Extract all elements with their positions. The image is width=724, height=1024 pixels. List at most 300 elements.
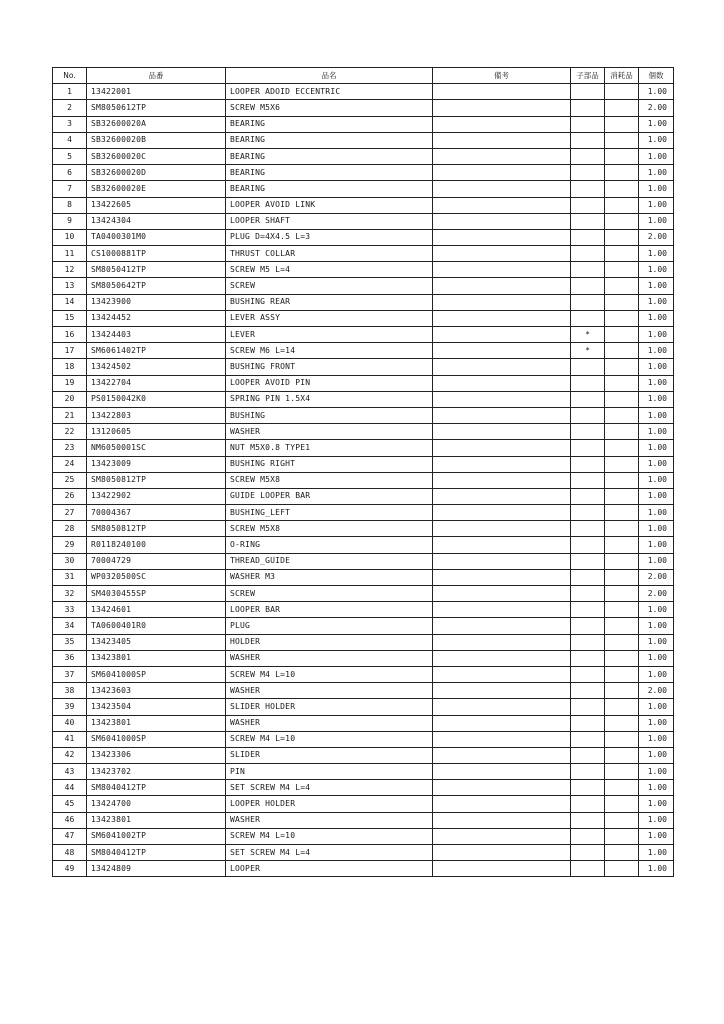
quantity-cell: 2.00 (639, 229, 674, 245)
sub-part-cell: * (571, 327, 605, 343)
part-name-cell: LOOPER SHAFT (226, 213, 433, 229)
row-number: 21 (53, 407, 87, 423)
sub-part-cell (571, 148, 605, 164)
part-name-cell: BEARING (226, 181, 433, 197)
quantity-cell: 2.00 (639, 100, 674, 116)
row-number: 31 (53, 569, 87, 585)
remarks-cell (433, 407, 571, 423)
row-number: 22 (53, 424, 87, 440)
quantity-cell: 1.00 (639, 424, 674, 440)
sub-part-cell (571, 424, 605, 440)
part-number-cell: 13423603 (87, 683, 226, 699)
table-row (53, 100, 674, 116)
sub-part-cell (571, 650, 605, 666)
part-name-cell: SLIDER HOLDER (226, 699, 433, 715)
table-row (53, 132, 674, 148)
remarks-cell (433, 424, 571, 440)
consumable-cell (605, 116, 639, 132)
table-row (53, 747, 674, 763)
quantity-cell: 1.00 (639, 488, 674, 504)
row-number: 42 (53, 747, 87, 763)
quantity-cell: 1.00 (639, 537, 674, 553)
table-row (53, 424, 674, 440)
consumable-cell (605, 456, 639, 472)
remarks-cell (433, 262, 571, 278)
part-number-cell: 13424502 (87, 359, 226, 375)
consumable-cell (605, 343, 639, 359)
sub-part-cell (571, 84, 605, 100)
sub-part-cell (571, 262, 605, 278)
remarks-cell (433, 456, 571, 472)
row-number: 27 (53, 505, 87, 521)
table-row (53, 828, 674, 844)
consumable-cell (605, 424, 639, 440)
part-number-cell: 13424809 (87, 861, 226, 877)
sub-part-cell (571, 181, 605, 197)
sub-part-cell (571, 391, 605, 407)
part-name-cell: LOOPER (226, 861, 433, 877)
row-number: 45 (53, 796, 87, 812)
quantity-cell: 1.00 (639, 440, 674, 456)
table-row (53, 505, 674, 521)
table-row (53, 618, 674, 634)
table-row (53, 294, 674, 310)
part-number-cell: SM6061402TP (87, 343, 226, 359)
parts-list-table (52, 67, 674, 877)
part-name-cell: THRUST COLLAR (226, 246, 433, 262)
quantity-cell: 1.00 (639, 780, 674, 796)
remarks-cell (433, 699, 571, 715)
part-number-cell: 13424700 (87, 796, 226, 812)
part-name-cell: LOOPER HOLDER (226, 796, 433, 812)
consumable-cell (605, 181, 639, 197)
remarks-cell (433, 229, 571, 245)
remarks-cell (433, 148, 571, 164)
part-number-cell: 13423405 (87, 634, 226, 650)
table-row (53, 181, 674, 197)
part-number-cell: SB32600020B (87, 132, 226, 148)
quantity-cell: 1.00 (639, 148, 674, 164)
table-row (53, 456, 674, 472)
part-name-cell: WASHER M3 (226, 569, 433, 585)
header-consumable: 消耗品 (605, 68, 639, 84)
quantity-cell: 1.00 (639, 294, 674, 310)
part-number-cell: 13424601 (87, 602, 226, 618)
consumable-cell (605, 84, 639, 100)
header-remarks: 備考 (433, 68, 571, 84)
remarks-cell (433, 375, 571, 391)
sub-part-cell (571, 197, 605, 213)
table-row (53, 116, 674, 132)
consumable-cell (605, 100, 639, 116)
table-header-row (53, 68, 674, 84)
quantity-cell: 1.00 (639, 505, 674, 521)
quantity-cell: 1.00 (639, 278, 674, 294)
sub-part-cell (571, 100, 605, 116)
consumable-cell (605, 407, 639, 423)
part-number-cell: 13422001 (87, 84, 226, 100)
sub-part-cell (571, 747, 605, 763)
row-number: 10 (53, 229, 87, 245)
sub-part-cell (571, 699, 605, 715)
part-number-cell: 13422704 (87, 375, 226, 391)
sub-part-cell (571, 586, 605, 602)
part-number-cell: SM6041002TP (87, 828, 226, 844)
sub-part-cell (571, 132, 605, 148)
table-row (53, 488, 674, 504)
part-name-cell: WASHER (226, 424, 433, 440)
part-number-cell: 70004729 (87, 553, 226, 569)
remarks-cell (433, 440, 571, 456)
part-name-cell: O-RING (226, 537, 433, 553)
consumable-cell (605, 731, 639, 747)
table-row (53, 262, 674, 278)
part-name-cell: BUSHING REAR (226, 294, 433, 310)
quantity-cell: 2.00 (639, 569, 674, 585)
table-row (53, 537, 674, 553)
part-name-cell: SCREW M5X6 (226, 100, 433, 116)
table-row (53, 148, 674, 164)
remarks-cell (433, 521, 571, 537)
remarks-cell (433, 586, 571, 602)
table-row (53, 327, 674, 343)
sub-part-cell (571, 812, 605, 828)
part-number-cell: 13120605 (87, 424, 226, 440)
consumable-cell (605, 715, 639, 731)
part-number-cell: WP0320500SC (87, 569, 226, 585)
row-number: 13 (53, 278, 87, 294)
sub-part-cell (571, 246, 605, 262)
part-number-cell: SB32600020C (87, 148, 226, 164)
consumable-cell (605, 375, 639, 391)
quantity-cell: 1.00 (639, 132, 674, 148)
consumable-cell (605, 780, 639, 796)
row-number: 9 (53, 213, 87, 229)
part-number-cell: TA0400301M0 (87, 229, 226, 245)
part-number-cell: R0118240100 (87, 537, 226, 553)
row-number: 41 (53, 731, 87, 747)
part-number-cell: 13422605 (87, 197, 226, 213)
part-name-cell: BEARING (226, 165, 433, 181)
consumable-cell (605, 294, 639, 310)
sub-part-cell (571, 828, 605, 844)
consumable-cell (605, 229, 639, 245)
consumable-cell (605, 602, 639, 618)
table-row (53, 343, 674, 359)
row-number: 26 (53, 488, 87, 504)
quantity-cell: 1.00 (639, 861, 674, 877)
sub-part-cell (571, 666, 605, 682)
part-name-cell: SCREW M6 L=14 (226, 343, 433, 359)
row-number: 11 (53, 246, 87, 262)
table-row (53, 569, 674, 585)
consumable-cell (605, 391, 639, 407)
header-name: 品名 (226, 68, 433, 84)
remarks-cell (433, 132, 571, 148)
table-row (53, 812, 674, 828)
quantity-cell: 1.00 (639, 262, 674, 278)
sub-part-cell (571, 359, 605, 375)
part-number-cell: SM4030455SP (87, 586, 226, 602)
consumable-cell (605, 521, 639, 537)
row-number: 34 (53, 618, 87, 634)
table-row (53, 764, 674, 780)
row-number: 40 (53, 715, 87, 731)
sub-part-cell (571, 764, 605, 780)
quantity-cell: 1.00 (639, 521, 674, 537)
table-row (53, 602, 674, 618)
consumable-cell (605, 359, 639, 375)
table-row (53, 213, 674, 229)
table-row (53, 666, 674, 682)
consumable-cell (605, 634, 639, 650)
part-number-cell: 13424452 (87, 310, 226, 326)
part-name-cell: SCREW (226, 586, 433, 602)
consumable-cell (605, 650, 639, 666)
consumable-cell (605, 747, 639, 763)
part-number-cell: SB32600020D (87, 165, 226, 181)
consumable-cell (605, 278, 639, 294)
table-row (53, 780, 674, 796)
consumable-cell (605, 488, 639, 504)
table-row (53, 359, 674, 375)
consumable-cell (605, 246, 639, 262)
quantity-cell: 1.00 (639, 666, 674, 682)
remarks-cell (433, 553, 571, 569)
row-number: 16 (53, 327, 87, 343)
quantity-cell: 1.00 (639, 634, 674, 650)
part-number-cell: 13424304 (87, 213, 226, 229)
header-qty: 個数 (639, 68, 674, 84)
remarks-cell (433, 391, 571, 407)
row-number: 8 (53, 197, 87, 213)
quantity-cell: 1.00 (639, 618, 674, 634)
row-number: 24 (53, 456, 87, 472)
consumable-cell (605, 165, 639, 181)
table-row (53, 440, 674, 456)
part-number-cell: 13422803 (87, 407, 226, 423)
sub-part-cell (571, 310, 605, 326)
part-name-cell: PLUG (226, 618, 433, 634)
row-number: 32 (53, 586, 87, 602)
table-row (53, 310, 674, 326)
row-number: 17 (53, 343, 87, 359)
sub-part-cell (571, 278, 605, 294)
part-number-cell: SM8050812TP (87, 521, 226, 537)
row-number: 48 (53, 845, 87, 861)
quantity-cell: 1.00 (639, 246, 674, 262)
row-number: 23 (53, 440, 87, 456)
remarks-cell (433, 747, 571, 763)
quantity-cell: 1.00 (639, 359, 674, 375)
part-number-cell: TA0600401R0 (87, 618, 226, 634)
part-number-cell: 13423306 (87, 747, 226, 763)
part-name-cell: BEARING (226, 116, 433, 132)
part-number-cell: SM8050612TP (87, 100, 226, 116)
part-name-cell: WASHER (226, 683, 433, 699)
remarks-cell (433, 845, 571, 861)
part-number-cell: SB32600020E (87, 181, 226, 197)
row-number: 44 (53, 780, 87, 796)
quantity-cell: 1.00 (639, 310, 674, 326)
part-name-cell: LEVER ASSY (226, 310, 433, 326)
part-name-cell: SLIDER (226, 747, 433, 763)
part-name-cell: LOOPER AVOID LINK (226, 197, 433, 213)
remarks-cell (433, 683, 571, 699)
remarks-cell (433, 764, 571, 780)
remarks-cell (433, 650, 571, 666)
part-name-cell: SCREW M5X8 (226, 521, 433, 537)
remarks-cell (433, 796, 571, 812)
consumable-cell (605, 197, 639, 213)
part-name-cell: NUT M5X0.8 TYPE1 (226, 440, 433, 456)
header-no: No. (53, 68, 87, 84)
part-name-cell: PIN (226, 764, 433, 780)
row-number: 47 (53, 828, 87, 844)
table-row (53, 84, 674, 100)
part-name-cell: BUSHING (226, 407, 433, 423)
consumable-cell (605, 683, 639, 699)
table-row (53, 553, 674, 569)
remarks-cell (433, 197, 571, 213)
quantity-cell: 1.00 (639, 796, 674, 812)
quantity-cell: 1.00 (639, 327, 674, 343)
table-row (53, 472, 674, 488)
part-number-cell: SM8050412TP (87, 262, 226, 278)
quantity-cell: 1.00 (639, 472, 674, 488)
row-number: 14 (53, 294, 87, 310)
remarks-cell (433, 731, 571, 747)
consumable-cell (605, 699, 639, 715)
table-row (53, 715, 674, 731)
quantity-cell: 1.00 (639, 715, 674, 731)
part-name-cell: HOLDER (226, 634, 433, 650)
remarks-cell (433, 537, 571, 553)
sub-part-cell (571, 618, 605, 634)
row-number: 15 (53, 310, 87, 326)
part-number-cell: SM6041000SP (87, 731, 226, 747)
row-number: 28 (53, 521, 87, 537)
remarks-cell (433, 780, 571, 796)
sub-part-cell (571, 440, 605, 456)
remarks-cell (433, 181, 571, 197)
sub-part-cell (571, 683, 605, 699)
sub-part-cell (571, 634, 605, 650)
table-row (53, 407, 674, 423)
remarks-cell (433, 100, 571, 116)
consumable-cell (605, 553, 639, 569)
sub-part-cell (571, 715, 605, 731)
remarks-cell (433, 246, 571, 262)
sub-part-cell (571, 553, 605, 569)
part-number-cell: 70004367 (87, 505, 226, 521)
consumable-cell (605, 472, 639, 488)
sub-part-cell (571, 569, 605, 585)
table-row (53, 845, 674, 861)
remarks-cell (433, 634, 571, 650)
sub-part-cell (571, 407, 605, 423)
part-number-cell: 13423009 (87, 456, 226, 472)
remarks-cell (433, 213, 571, 229)
part-name-cell: SPRING PIN 1.5X4 (226, 391, 433, 407)
part-name-cell: LOOPER AVOID PIN (226, 375, 433, 391)
table-row (53, 391, 674, 407)
consumable-cell (605, 132, 639, 148)
part-name-cell: THREAD_GUIDE (226, 553, 433, 569)
header-sub-part: 子部品 (571, 68, 605, 84)
remarks-cell (433, 294, 571, 310)
remarks-cell (433, 715, 571, 731)
table-row (53, 796, 674, 812)
table-row (53, 246, 674, 262)
table-row (53, 521, 674, 537)
consumable-cell (605, 812, 639, 828)
quantity-cell: 1.00 (639, 197, 674, 213)
table-row (53, 634, 674, 650)
row-number: 19 (53, 375, 87, 391)
sub-part-cell (571, 294, 605, 310)
quantity-cell: 1.00 (639, 391, 674, 407)
row-number: 39 (53, 699, 87, 715)
sub-part-cell (571, 505, 605, 521)
part-name-cell: LOOPER ADOID ECCENTRIC (226, 84, 433, 100)
quantity-cell: 1.00 (639, 407, 674, 423)
sub-part-cell: * (571, 343, 605, 359)
consumable-cell (605, 828, 639, 844)
row-number: 6 (53, 165, 87, 181)
quantity-cell: 1.00 (639, 165, 674, 181)
remarks-cell (433, 666, 571, 682)
remarks-cell (433, 505, 571, 521)
part-number-cell: 13423900 (87, 294, 226, 310)
quantity-cell: 1.00 (639, 764, 674, 780)
sub-part-cell (571, 116, 605, 132)
row-number: 25 (53, 472, 87, 488)
part-name-cell: WASHER (226, 650, 433, 666)
sub-part-cell (571, 861, 605, 877)
part-number-cell: SB32600020A (87, 116, 226, 132)
part-number-cell: 13424403 (87, 327, 226, 343)
part-name-cell: SCREW M5X8 (226, 472, 433, 488)
quantity-cell: 1.00 (639, 343, 674, 359)
remarks-cell (433, 602, 571, 618)
sub-part-cell (571, 537, 605, 553)
row-number: 33 (53, 602, 87, 618)
remarks-cell (433, 278, 571, 294)
quantity-cell: 1.00 (639, 828, 674, 844)
remarks-cell (433, 310, 571, 326)
sub-part-cell (571, 521, 605, 537)
part-number-cell: 13423504 (87, 699, 226, 715)
quantity-cell: 1.00 (639, 699, 674, 715)
part-number-cell: SM6041000SP (87, 666, 226, 682)
part-name-cell: WASHER (226, 715, 433, 731)
quantity-cell: 1.00 (639, 213, 674, 229)
consumable-cell (605, 213, 639, 229)
row-number: 49 (53, 861, 87, 877)
remarks-cell (433, 828, 571, 844)
remarks-cell (433, 116, 571, 132)
row-number: 2 (53, 100, 87, 116)
part-name-cell: PLUG D=4X4.5 L=3 (226, 229, 433, 245)
part-name-cell: BEARING (226, 132, 433, 148)
table-row (53, 699, 674, 715)
row-number: 46 (53, 812, 87, 828)
part-number-cell: NM6050001SC (87, 440, 226, 456)
row-number: 5 (53, 148, 87, 164)
remarks-cell (433, 488, 571, 504)
part-number-cell: 13423801 (87, 650, 226, 666)
